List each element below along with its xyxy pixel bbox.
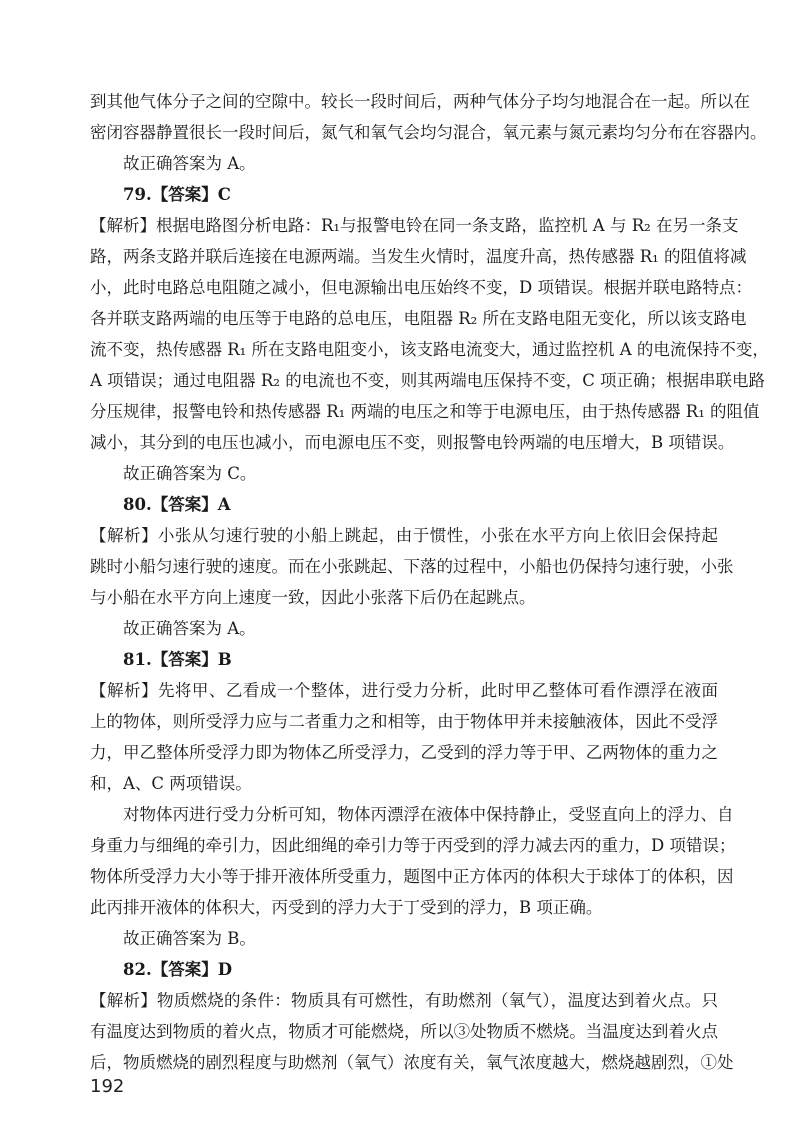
answer-heading-82: 82.【答案】D — [123, 960, 233, 979]
text-line: 各并联支路两端的电压等于电路的总电压，电阻器 R₂ 所在支路电阻无变化，所以该支路电 — [90, 309, 747, 328]
text-line: 力，甲乙整体所受浮力即为物体乙所受浮力，乙受到的浮力等于甲、乙两物体的重力之 — [90, 743, 718, 762]
answer-conclusion: 故正确答案为 A。 — [123, 619, 256, 638]
analysis-line: 【解析】物质燃烧的条件：物质具有可燃性，有助燃剂（氧气），温度达到着火点。只 — [90, 991, 718, 1010]
answer-heading-80: 80.【答案】A — [123, 495, 231, 514]
answer-conclusion: 故正确答案为 A。 — [123, 154, 256, 173]
analysis-line: 【解析】先将甲、乙看成一个整体，进行受力分析，此时甲乙整体可看作漂浮在液面 — [90, 681, 718, 700]
text-line: 跳时小船匀速行驶的速度。而在小张跳起、下落的过程中，小船也仍保持匀速行驶，小张 — [90, 557, 734, 576]
analysis-line: 【解析】根据电路图分析电路：R₁与报警电铃在同一条支路，监控机 A 与 R₂ 在另一条支 — [90, 216, 739, 235]
answer-conclusion: 故正确答案为 C。 — [123, 464, 257, 483]
text-line: 后，物质燃烧的剧烈程度与助燃剂（氧气）浓度有关，氧气浓度越大，燃烧越剧烈，①处 — [90, 1053, 734, 1072]
text-line: 减小，其分到的电压也减小，而电源电压不变，则报警电铃两端的电压增大，B 项错误。 — [90, 433, 735, 452]
text-line: 与小船在水平方向上速度一致，因此小张落下后仍在起跳点。 — [90, 588, 536, 607]
answer-conclusion: 故正确答案为 B。 — [123, 929, 256, 948]
text-line: 此丙排开液体的体积大，丙受到的浮力大于丁受到的浮力，B 项正确。 — [90, 898, 603, 917]
text-line: 有温度达到物质的着火点，物质才可能燃烧，所以③处物质不燃烧。当温度达到着火点 — [90, 1022, 718, 1041]
text-line: 身重力与细绳的牵引力，因此细绳的牵引力等于丙受到的浮力减去丙的重力，D 项错误； — [90, 836, 736, 855]
text-line: 到其他气体分子之间的空隙中。较长一段时间后，两种气体分子均匀地混合在一起。所以在 — [90, 92, 750, 111]
analysis-line: 【解析】小张从匀速行驶的小船上跳起，由于惯性，小张在水平方向上依旧会保持起 — [90, 526, 718, 545]
text-line: 和，A、C 两项错误。 — [90, 774, 252, 793]
text-line: 物体所受浮力大小等于排开液体所受重力，题图中正方体丙的体积大于球体丁的体积，因 — [90, 867, 734, 886]
text-line: 密闭容器静置很长一段时间后，氮气和氧气会均匀混合，氧元素与氮元素均匀分布在容器内。 — [90, 123, 767, 142]
page-body — [90, 86, 769, 1078]
text-line: 路，两条支路并联后连接在电源两端。当发生火情时，温度升高，热传感器 R₁ 的阻值将减 — [90, 247, 747, 266]
answer-heading-79: 79.【答案】C — [123, 185, 231, 204]
text-line: 上的物体，则所受浮力应与二者重力之和相等，由于物体甲并未接触液体，因此不受浮 — [90, 712, 718, 731]
text-line: 流不变，热传感器 R₁ 所在支路电阻变小，该支路电流变大，通过监控机 A 的电流保持不变， — [90, 340, 769, 359]
text-line: 对物体丙进行受力分析可知，物体丙漂浮在液体中保持静止，受竖直向上的浮力、自 — [123, 805, 734, 824]
answer-heading-81: 81.【答案】B — [123, 650, 232, 669]
text-line: 小，此时电路总电阻随之减小，但电源输出电压始终不变，D 项错误。根据并联电路特点： — [90, 278, 752, 297]
text-line: 分压规律，报警电铃和热传感器 R₁ 两端的电压之和等于电源电压，由于热传感器 R₁ 的阻值 — [90, 402, 760, 421]
page-number: 192 — [90, 1076, 125, 1097]
text-line: A 项错误；通过电阻器 R₂ 的电流也不变，则其两端电压保持不变，C 项正确；根据串联电路 — [90, 371, 766, 390]
